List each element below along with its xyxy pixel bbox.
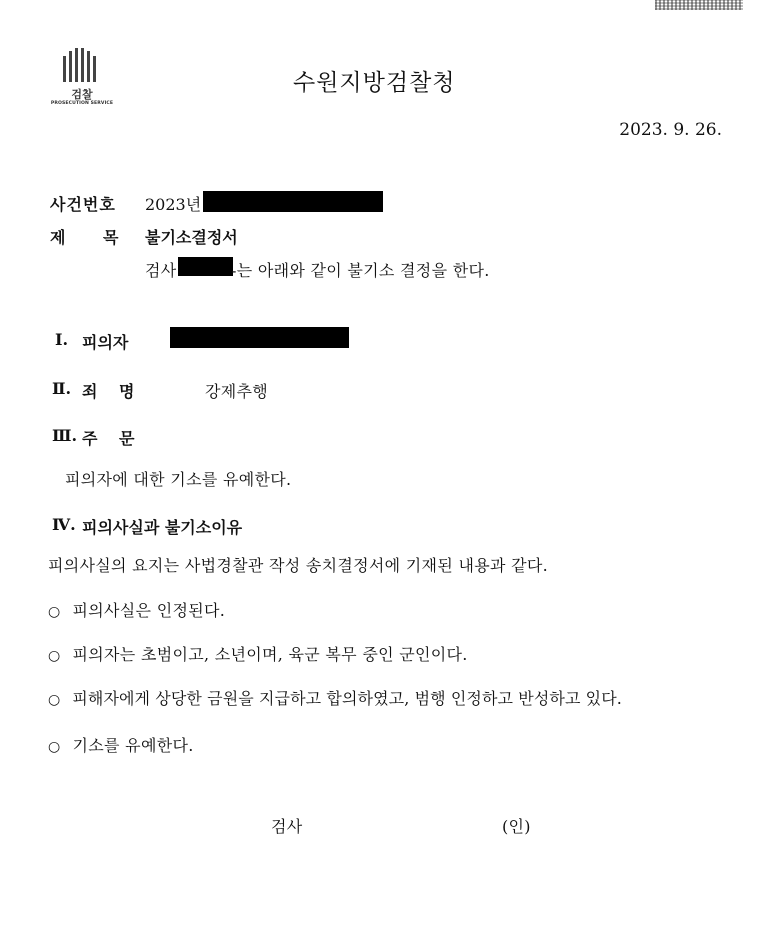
section-4-number: Ⅳ. <box>52 515 76 534</box>
section-3-title-char-2: 문 <box>119 429 135 448</box>
subject-value: 불기소결정서 <box>145 228 238 247</box>
intro-prefix: 검사 <box>145 261 177 280</box>
bullet-circle-icon: ○ <box>48 692 61 708</box>
prosecution-logo <box>50 46 114 110</box>
list-item-text: 기소를 유예한다. <box>72 736 194 755</box>
bullet-circle-icon: ○ <box>48 648 61 664</box>
list-item <box>48 598 225 621</box>
suspect-name-redaction <box>170 327 349 348</box>
section-4-title: 피의사실과 불기소이유 <box>82 518 243 537</box>
list-item-text: 피의자는 초범이고, 소년이며, 육군 복무 중인 군인이다. <box>72 645 468 664</box>
logo-bars-icon <box>61 48 101 82</box>
section-4-intro: 피의사실의 요지는 사법경찰관 작성 송치결정서에 기재된 내용과 같다. <box>48 556 549 575</box>
case-number-label: 사건번호 <box>50 195 116 214</box>
section-1-number: Ⅰ. <box>55 330 69 349</box>
case-number-redaction <box>203 191 383 212</box>
charge-name: 강제추행 <box>205 382 269 401</box>
logo-subtext: PROSECUTION SERVICE <box>50 101 114 106</box>
intro-suffix: -는 아래와 같이 불기소 결정을 한다. <box>231 261 490 280</box>
list-item-text: 피해자에게 상당한 금원을 지급하고 합의하였고, 범행 인정하고 반성하고 있다. <box>72 689 622 708</box>
list-item <box>48 733 194 756</box>
signature-title: 검사 <box>271 817 303 836</box>
logo-text: 검찰 <box>71 88 93 101</box>
organization-title: 수원지방검찰청 <box>293 70 456 96</box>
bullet-circle-icon: ○ <box>48 739 61 755</box>
subject-label-char-2: 목 <box>103 228 119 247</box>
case-number-value: 2023년 <box>145 195 202 214</box>
seal-mark: (인) <box>502 817 531 836</box>
list-item-text: 피의사실은 인정된다. <box>72 601 226 620</box>
document-date: 2023. 9. 26. <box>619 120 722 140</box>
section-1-title: 피의자 <box>82 333 129 352</box>
disposition-text: 피의자에 대한 기소를 유예한다. <box>65 470 292 489</box>
section-3-title-char-1: 주 <box>82 429 98 448</box>
section-2-number: Ⅱ. <box>52 379 72 398</box>
prosecutor-name-redaction <box>178 257 233 276</box>
list-item <box>48 642 468 665</box>
list-item <box>48 686 622 709</box>
section-2-title-char-2: 명 <box>119 382 135 401</box>
qr-code-strip <box>655 0 743 10</box>
section-2-title-char-1: 죄 <box>82 382 98 401</box>
bullet-circle-icon: ○ <box>48 604 61 620</box>
subject-label-char-1: 제 <box>50 228 66 247</box>
section-3-number: Ⅲ. <box>52 426 78 445</box>
